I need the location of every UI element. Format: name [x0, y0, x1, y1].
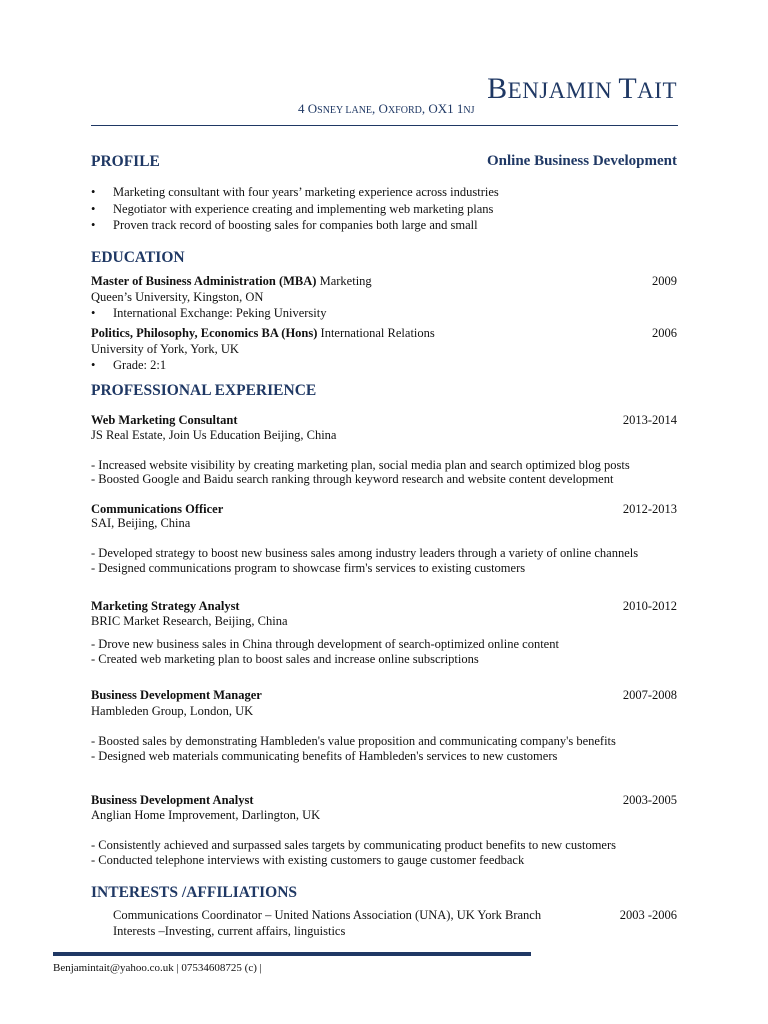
job-org: Anglian Home Improvement, Darlington, UK	[91, 808, 321, 822]
candidate-name: BENJAMIN TAIT	[487, 72, 677, 105]
education-school: University of York, York, UK	[91, 342, 239, 356]
education-year: 2009	[652, 274, 677, 288]
job-org: SAI, Beijing, China	[91, 516, 191, 530]
job-org: BRIC Market Research, Beijing, China	[91, 614, 288, 628]
job-years: 2010-2012	[622, 599, 677, 613]
job-point: - Consistently achieved and surpassed sales targets by communicating product benefits to new customers	[91, 838, 616, 852]
education-year: 2006	[652, 326, 677, 340]
job-point: - Conducted telephone interviews with existing customers to gauge customer feedback	[91, 853, 525, 867]
job-point: - Drove new business sales in China through development of search-optimized online content	[91, 637, 559, 651]
education-school: Queen’s University, Kingston, ON	[91, 290, 264, 304]
education-bullet: • Grade: 2:1	[91, 358, 167, 372]
interests-list: Interests –Investing, current affairs, linguistics	[113, 924, 346, 938]
interests-years: 2003 -2006	[619, 908, 677, 922]
job-title: Business Development Analyst	[91, 793, 254, 807]
education-degree: Master of Business Administration (MBA) Marketing	[91, 274, 372, 288]
job-title: Web Marketing Consultant	[91, 413, 238, 427]
address: 4 OSNEY LANE, OXFORD, OX1 1NJ	[298, 101, 475, 116]
footer-contact: Benjamintait@yahoo.co.uk | 07534608725 (c) |	[53, 962, 262, 974]
interests-heading: INTERESTS /AFFILIATIONS	[91, 884, 298, 901]
job-years: 2007-2008	[622, 688, 677, 702]
job-title: Business Development Manager	[91, 688, 262, 702]
job-point: - Increased website visibility by creating marketing plan, social media plan and search optimized blog posts	[91, 458, 630, 472]
interests-affiliation: Communications Coordinator – United Nations Association (UNA), UK York Branch	[113, 908, 542, 922]
header-divider	[91, 125, 678, 126]
profile-bullet: • Marketing consultant with four years’ marketing experience across industries	[91, 185, 499, 199]
job-title: Communications Officer	[91, 502, 224, 516]
job-years: 2003-2005	[622, 793, 677, 807]
profile-heading: PROFILE	[91, 153, 160, 170]
job-point: - Boosted Google and Baidu search ranking through keyword research and website content development	[91, 472, 614, 486]
footer-divider	[53, 952, 531, 956]
education-heading: EDUCATION	[91, 249, 185, 266]
job-point: - Designed web materials communicating benefits of Hambleden's services to new customers	[91, 749, 558, 763]
job-years: 2013-2014	[622, 413, 677, 427]
profile-bullet: • Proven track record of boosting sales for companies both large and small	[91, 218, 478, 232]
experience-heading: PROFESSIONAL EXPERIENCE	[91, 382, 317, 399]
job-point: - Designed communications program to showcase firm's services to existing customers	[91, 561, 526, 575]
job-org: Hambleden Group, London, UK	[91, 704, 254, 718]
job-years: 2012-2013	[622, 502, 677, 516]
job-point: - Developed strategy to boost new business sales among industry leaders through a variety of online channels	[91, 546, 639, 560]
job-title: Marketing Strategy Analyst	[91, 599, 240, 613]
job-point: - Boosted sales by demonstrating Hambleden's value proposition and communicating company's benefits	[91, 734, 616, 748]
profile-bullet: • Negotiator with experience creating and implementing web marketing plans	[91, 202, 494, 216]
education-degree: Politics, Philosophy, Economics BA (Hons) International Relations	[91, 326, 435, 340]
education-bullet: • International Exchange: Peking University	[91, 306, 327, 320]
job-org: JS Real Estate, Join Us Education Beijing, China	[91, 428, 337, 442]
profile-subheading: Online Business Development	[486, 153, 677, 169]
job-point: - Created web marketing plan to boost sales and increase online subscriptions	[91, 652, 479, 666]
